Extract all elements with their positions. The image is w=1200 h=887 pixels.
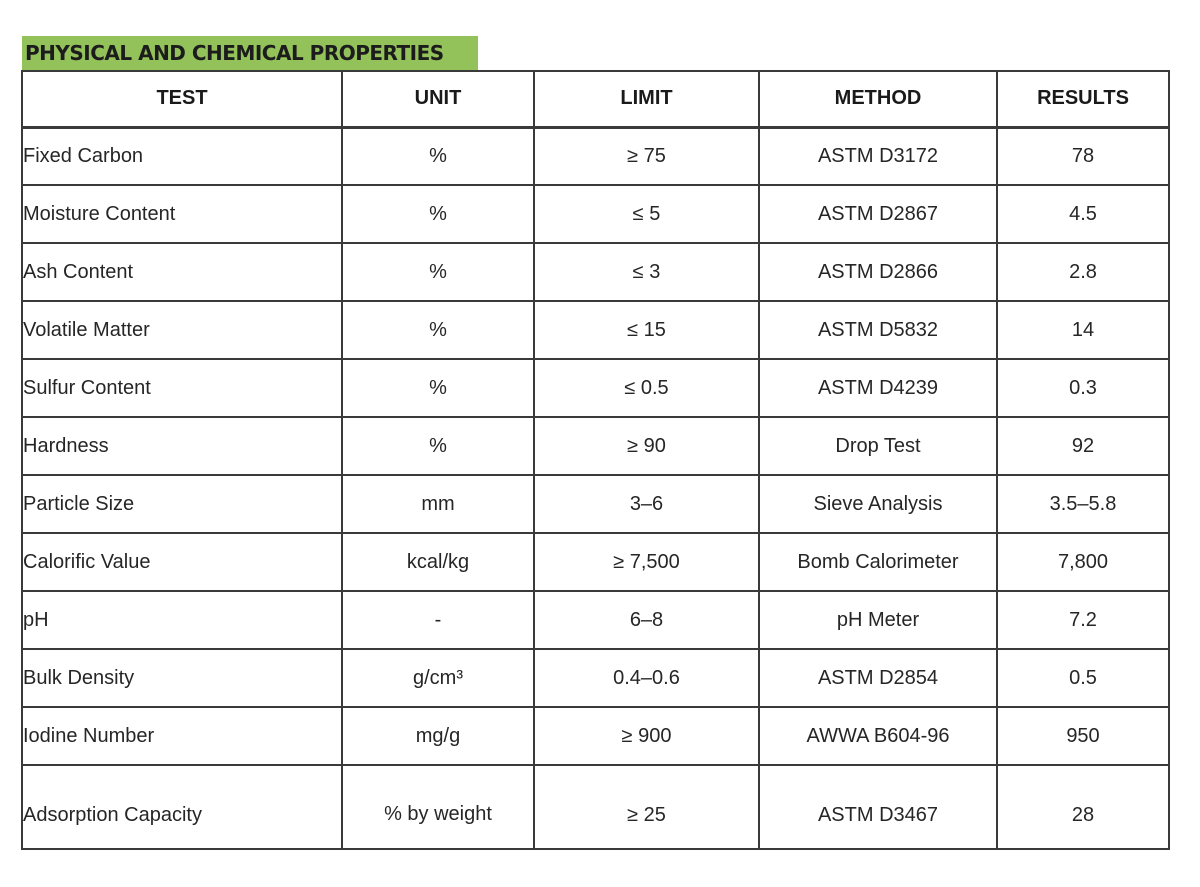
- cell-limit: ≥ 25: [534, 765, 759, 849]
- cell-unit: mg/g: [342, 707, 534, 765]
- cell-limit: ≥ 90: [534, 417, 759, 475]
- cell-test: Ash Content: [22, 243, 342, 301]
- cell-unit: %: [342, 243, 534, 301]
- cell-test: Particle Size: [22, 475, 342, 533]
- cell-test: Adsorption Capacity: [22, 765, 342, 849]
- cell-unit: g/cm³: [342, 649, 534, 707]
- cell-method: Bomb Calorimeter: [759, 533, 997, 591]
- cell-limit: ≥ 7,500: [534, 533, 759, 591]
- column-header-test: TEST: [22, 71, 342, 127]
- column-header-results: RESULTS: [997, 71, 1169, 127]
- cell-test: Iodine Number: [22, 707, 342, 765]
- table-header-row: [22, 71, 1169, 127]
- cell-test: Volatile Matter: [22, 301, 342, 359]
- cell-result: 3.5–5.8: [997, 475, 1169, 533]
- cell-result: 14: [997, 301, 1169, 359]
- properties-table: [21, 70, 1170, 850]
- table-row: [22, 475, 1169, 533]
- page-title: PHYSICAL AND CHEMICAL PROPERTIES: [25, 41, 444, 65]
- cell-method: ASTM D4239: [759, 359, 997, 417]
- cell-result: 4.5: [997, 185, 1169, 243]
- table-row: [22, 707, 1169, 765]
- cell-unit: kcal/kg: [342, 533, 534, 591]
- cell-limit: ≥ 75: [534, 127, 759, 185]
- cell-method: AWWA B604-96: [759, 707, 997, 765]
- cell-method: pH Meter: [759, 591, 997, 649]
- cell-method: ASTM D2854: [759, 649, 997, 707]
- cell-test: pH: [22, 591, 342, 649]
- cell-result: 92: [997, 417, 1169, 475]
- cell-test: Calorific Value: [22, 533, 342, 591]
- table-row: [22, 533, 1169, 591]
- cell-test: Sulfur Content: [22, 359, 342, 417]
- cell-result: 2.8: [997, 243, 1169, 301]
- cell-limit: ≤ 3: [534, 243, 759, 301]
- cell-limit: ≥ 900: [534, 707, 759, 765]
- cell-unit: %: [342, 417, 534, 475]
- table-row: [22, 765, 1169, 849]
- cell-result: 0.3: [997, 359, 1169, 417]
- cell-test: Fixed Carbon: [22, 127, 342, 185]
- cell-limit: ≤ 0.5: [534, 359, 759, 417]
- column-header-method: METHOD: [759, 71, 997, 127]
- cell-limit: 0.4–0.6: [534, 649, 759, 707]
- cell-unit: mm: [342, 475, 534, 533]
- cell-result: 7.2: [997, 591, 1169, 649]
- cell-unit: %: [342, 359, 534, 417]
- cell-test: Hardness: [22, 417, 342, 475]
- title-banner: [22, 36, 478, 70]
- cell-method: ASTM D3467: [759, 765, 997, 849]
- table-row: [22, 301, 1169, 359]
- cell-unit: -: [342, 591, 534, 649]
- cell-unit: % by weight: [342, 765, 534, 849]
- table-row: [22, 591, 1169, 649]
- cell-result: 950: [997, 707, 1169, 765]
- cell-limit: ≤ 5: [534, 185, 759, 243]
- cell-test: Moisture Content: [22, 185, 342, 243]
- table-row: [22, 127, 1169, 185]
- cell-method: ASTM D3172: [759, 127, 997, 185]
- cell-result: 78: [997, 127, 1169, 185]
- cell-limit: 3–6: [534, 475, 759, 533]
- cell-method: ASTM D2867: [759, 185, 997, 243]
- table-row: [22, 359, 1169, 417]
- cell-result: 7,800: [997, 533, 1169, 591]
- table-row: [22, 185, 1169, 243]
- table-row: [22, 417, 1169, 475]
- cell-method: ASTM D2866: [759, 243, 997, 301]
- cell-method: Drop Test: [759, 417, 997, 475]
- column-header-unit: UNIT: [342, 71, 534, 127]
- cell-unit: %: [342, 127, 534, 185]
- table-row: [22, 243, 1169, 301]
- cell-result: 0.5: [997, 649, 1169, 707]
- cell-unit: %: [342, 185, 534, 243]
- cell-method: Sieve Analysis: [759, 475, 997, 533]
- cell-limit: 6–8: [534, 591, 759, 649]
- cell-unit: %: [342, 301, 534, 359]
- cell-result: 28: [997, 765, 1169, 849]
- table-row: [22, 649, 1169, 707]
- cell-test: Bulk Density: [22, 649, 342, 707]
- cell-method: ASTM D5832: [759, 301, 997, 359]
- column-header-limit: LIMIT: [534, 71, 759, 127]
- cell-limit: ≤ 15: [534, 301, 759, 359]
